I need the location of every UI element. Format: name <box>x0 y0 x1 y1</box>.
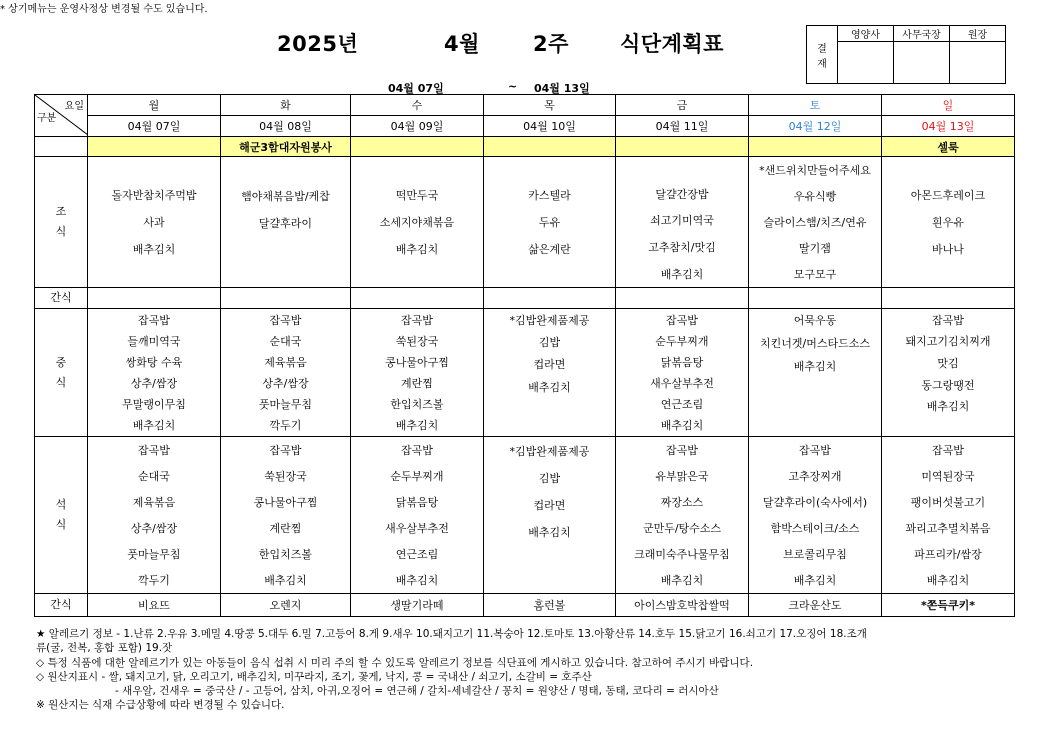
menu-item: 쑥된장국 <box>395 334 439 348</box>
menu-item <box>484 268 615 281</box>
lunch-tue <box>221 309 351 437</box>
menu-item: 유부맑은국 <box>655 470 709 483</box>
menu-item: 순대국 <box>138 470 170 483</box>
dinner-tue <box>221 437 351 594</box>
dinner-thu <box>484 437 616 594</box>
menu-item: 달걀후라이 <box>258 217 313 231</box>
notice-text: * 상기메뉴는 운영사정상 변경될 수도 있습니다. <box>0 4 208 15</box>
approval-sign-manager[interactable] <box>894 42 950 84</box>
menu-item: 팽이버섯불고기 <box>910 496 986 509</box>
lunch-wed <box>351 309 484 437</box>
menu-item: 짜장소스 <box>660 496 704 509</box>
menu-item: 배추김치 <box>528 525 571 539</box>
approval-box <box>806 25 1006 84</box>
menu-item: 미역된장국 <box>921 470 975 483</box>
menu-item: 순두부찌개 <box>390 470 444 483</box>
menu-item: 컵라면 <box>533 358 566 372</box>
dinner-sat <box>749 437 882 594</box>
title-month: 4월 <box>444 32 480 56</box>
snack2-fri: 아이스밤호박찹쌀떡 <box>616 594 749 617</box>
menu-item: 잡곡밥 <box>666 444 698 457</box>
menu-item: 함박스테이크/소스 <box>770 522 860 535</box>
snack1-thu <box>484 288 616 309</box>
day-tue: 화 <box>221 95 351 116</box>
date-thu: 04월 10일 <box>484 116 616 137</box>
menu-item: 잡곡밥 <box>401 313 433 327</box>
allergy-info-line1: ★ 알레르기 정보 - 1.난류 2.우유 3.메밀 4.땅콩 5.대두 6.밀 7.고등어 8.게 9.새우 10.돼지고기 11.복숭아 12.토마토 13.아황산류 14.호두 15.닭고기 16.쇠고기 17.오징어 18.조개 <box>36 628 867 640</box>
approval-role-manager: 사무국장 <box>894 26 950 42</box>
menu-item: 연근조림 <box>395 548 439 561</box>
menu-item: 동그랑땡전 <box>921 378 975 392</box>
snack2-row <box>35 594 1015 617</box>
lunch-label: 중 식 <box>35 309 88 437</box>
date-mon: 04월 07일 <box>88 116 221 137</box>
menu-item: 어묵우동 <box>793 314 837 328</box>
menu-item: 깍두기 <box>138 574 170 587</box>
event-sat <box>749 137 882 157</box>
menu-item: 크래미숙주나물무침 <box>634 548 730 561</box>
date-wed: 04월 09일 <box>351 116 484 137</box>
allergy-notice: ◇ 특정 식품에 대한 알레르기가 있는 아동들이 음식 섭취 시 미리 주의 할 수 있도록 알레르기 정보를 식단표에 게시하고 있습니다. 참고하여 주시기 바랍니다. <box>36 657 754 669</box>
menu-table <box>34 94 1015 617</box>
menu-item: 잡곡밥 <box>799 444 831 457</box>
event-label <box>35 137 88 157</box>
page-title: 식단계획표 <box>620 32 724 56</box>
menu-item: 컵라면 <box>533 498 566 512</box>
menu-item: 상추/쌈장 <box>130 377 178 391</box>
menu-item: 김밥 <box>538 336 561 350</box>
menu-item: 배추김치 <box>660 574 704 587</box>
snack2-sun: *쫀득쿠키* <box>882 594 1015 617</box>
snack1-label: 간식 <box>35 288 88 309</box>
dinner-label: 석 식 <box>35 437 88 594</box>
origin-info-line2: - 새우알, 건새우 = 중국산 / - 고등어, 삼치, 아귀,오징어 = 연근해 / 갈치-세네갈산 / 꽁치 = 원양산 / 명태, 동태, 코다리 = 러시아산 <box>115 685 719 697</box>
title-year: 2025년 <box>277 32 359 56</box>
corner-cell <box>35 95 88 137</box>
menu-item <box>882 268 1014 281</box>
menu-item: 닭볶음탕 <box>395 496 439 509</box>
day-thu: 목 <box>484 95 616 116</box>
menu-item: 떡만두국 <box>395 188 439 202</box>
origin-change-notice: ※ 원산지는 식재 수급상황에 따라 변경될 수 있습니다. <box>36 699 285 711</box>
menu-item: 김밥 <box>538 471 561 485</box>
breakfast-wed <box>351 157 484 288</box>
menu-item <box>221 268 350 281</box>
menu-item: 들깨미역국 <box>127 334 181 348</box>
dinner-sun <box>882 437 1015 594</box>
dinner-fri <box>616 437 749 594</box>
event-tue: 해군3함대자원봉사 <box>221 137 351 157</box>
menu-item: 풋마늘무침 <box>258 398 313 412</box>
day-mon: 월 <box>88 95 221 116</box>
approval-sign-dietitian[interactable] <box>838 42 894 84</box>
day-wed: 수 <box>351 95 484 116</box>
menu-item: 잡곡밥 <box>138 444 170 457</box>
snack1-sun <box>882 288 1015 309</box>
menu-item: 햄야채볶음밥/케찹 <box>241 189 330 203</box>
origin-info-line1: ◇ 원산지표시 - 쌀, 돼지고기, 닭, 오리고기, 배추김치, 미꾸라지, 조기, 꽃게, 낙지, 콩 = 국내산 / 쇠고기, 소갈비 = 호주산 <box>36 671 592 683</box>
menu-item <box>484 163 615 176</box>
menu-item: 배추김치 <box>132 419 176 433</box>
approval-role-dietitian: 영양사 <box>838 26 894 42</box>
menu-item: 한입치즈볼 <box>258 548 313 561</box>
breakfast-row <box>35 157 1015 288</box>
menu-item: 제육볶음 <box>264 355 307 369</box>
snack2-wed: 생딸기라떼 <box>351 594 484 617</box>
breakfast-label: 조 식 <box>35 157 88 288</box>
menu-item: 잡곡밥 <box>932 444 964 457</box>
event-sun: 셀룩 <box>882 137 1015 157</box>
breakfast-fri <box>616 157 749 288</box>
menu-item: 쑥된장국 <box>264 470 307 483</box>
date-tue: 04월 08일 <box>221 116 351 137</box>
menu-item: 흰우유 <box>932 215 964 229</box>
menu-item: 한입치즈볼 <box>390 398 444 412</box>
menu-item: 무말랭이무침 <box>122 398 186 412</box>
snack2-tue: 오렌지 <box>221 594 351 617</box>
menu-item: 브로콜리무침 <box>783 548 847 561</box>
menu-item: 배추김치 <box>395 574 439 587</box>
lunch-fri <box>616 309 749 437</box>
menu-item: 모구모구 <box>793 268 837 281</box>
dinner-wed <box>351 437 484 594</box>
day-fri: 금 <box>616 95 749 116</box>
menu-item: 달걀간장밥 <box>655 187 709 201</box>
event-mon <box>88 137 221 157</box>
menu-item <box>88 163 220 176</box>
menu-item: 배추김치 <box>395 243 439 257</box>
menu-item: 맛김 <box>937 357 959 371</box>
breakfast-mon <box>88 157 221 288</box>
lunch-sun <box>882 309 1015 437</box>
menu-item: 잡곡밥 <box>932 313 964 327</box>
title-week: 2주 <box>533 32 569 56</box>
menu-item: 고추장찌개 <box>788 470 842 483</box>
menu-item: 꽈리고추멸치볶음 <box>905 522 991 535</box>
menu-item: 우유식빵 <box>793 190 837 203</box>
corner-day-label: 요일 <box>64 101 84 112</box>
menu-item <box>88 268 220 281</box>
menu-item: 순두부찌개 <box>655 334 709 348</box>
lunch-mon <box>88 309 221 437</box>
approval-label: 결 재 <box>807 26 838 84</box>
menu-item: 배추김치 <box>264 574 307 587</box>
menu-item: 달걀후라이(숙사에서) <box>762 496 868 509</box>
menu-item: 돼지고기김치찌개 <box>905 335 991 349</box>
menu-item: 딸기잼 <box>799 242 831 255</box>
menu-item <box>749 380 881 393</box>
date-sun: 04월 13일 <box>882 116 1015 137</box>
menu-item: 잡곡밥 <box>401 444 433 457</box>
snack1-mon <box>88 288 221 309</box>
snack1-sat <box>749 288 882 309</box>
menu-item: 배추김치 <box>926 574 970 587</box>
snack1-tue <box>221 288 351 309</box>
menu-item: 새우살부추전 <box>650 377 714 391</box>
menu-item <box>616 162 748 175</box>
menu-item: 상추/쌈장 <box>262 377 309 391</box>
menu-item: 배추김치 <box>926 400 970 414</box>
menu-item: 배추김치 <box>660 267 704 281</box>
menu-item: *김밥완제품제공 <box>509 444 590 458</box>
menu-item: 슬라이스햄/치즈/연유 <box>763 216 867 229</box>
lunch-thu <box>484 309 616 437</box>
menu-item <box>351 163 483 176</box>
menu-item <box>749 420 881 433</box>
breakfast-sat <box>749 157 882 288</box>
date-from: 04월 07일 <box>388 82 444 95</box>
menu-item: 쌍화탕 수육 <box>125 355 183 369</box>
menu-item: *샌드위치만들어주세요 <box>759 164 871 177</box>
menu-item: 새우살부추전 <box>385 522 449 535</box>
menu-item: 카스텔라 <box>528 188 571 202</box>
menu-item: 잡곡밥 <box>138 313 170 327</box>
menu-item: 바나나 <box>932 243 964 257</box>
snack1-row <box>35 288 1015 309</box>
menu-item <box>882 420 1014 433</box>
dinner-row <box>35 437 1015 594</box>
menu-item: 계란찜 <box>269 522 302 535</box>
menu-item: 계란찜 <box>401 377 433 391</box>
lunch-sat <box>749 309 882 437</box>
menu-item: 배추김치 <box>132 243 176 257</box>
menu-item <box>221 243 350 256</box>
menu-item: 고추참치/맛김 <box>648 241 716 255</box>
breakfast-sun <box>882 157 1015 288</box>
menu-item: 배추김치 <box>793 359 837 373</box>
menu-item: 삶은계란 <box>528 243 571 257</box>
menu-item: 아몬드후레이크 <box>910 188 986 202</box>
day-sat: 토 <box>749 95 882 116</box>
menu-item: 콩나물아구찜 <box>385 355 449 369</box>
date-sat: 04월 12일 <box>749 116 882 137</box>
menu-item: 쇠고기미역국 <box>650 214 714 228</box>
snack2-label: 간식 <box>35 594 88 617</box>
event-fri <box>616 137 749 157</box>
breakfast-tue <box>221 157 351 288</box>
menu-item: 두유 <box>538 215 561 229</box>
menu-item <box>221 163 350 176</box>
menu-item: 배추김치 <box>528 380 571 394</box>
menu-item: 배추김치 <box>660 419 704 433</box>
menu-item: 닭볶음탕 <box>660 355 704 369</box>
date-fri: 04월 11일 <box>616 116 749 137</box>
snack1-fri <box>616 288 749 309</box>
menu-item: 연근조림 <box>660 398 704 412</box>
approval-sign-director[interactable] <box>950 42 1006 84</box>
menu-item <box>484 401 615 414</box>
event-thu <box>484 137 616 157</box>
menu-item: 돌자반참치주먹밥 <box>111 188 197 202</box>
menu-item <box>484 575 615 588</box>
menu-item: 군만두/탕수소스 <box>642 522 722 535</box>
lunch-row <box>35 309 1015 437</box>
day-sun: 일 <box>882 95 1015 116</box>
allergy-info-line2: 류(굴, 전복, 홍합 포함) 19.잣 <box>36 642 173 654</box>
snack2-sat: 크라운산도 <box>749 594 882 617</box>
menu-item <box>882 163 1014 176</box>
snack2-thu: 홈런볼 <box>484 594 616 617</box>
menu-item: 깍두기 <box>269 419 302 433</box>
menu-item: 콩나물아구찜 <box>253 496 318 509</box>
event-wed <box>351 137 484 157</box>
dinner-mon <box>88 437 221 594</box>
date-to: 04월 13일 <box>534 82 590 95</box>
menu-item: *김밥완제품제공 <box>509 314 590 328</box>
corner-cat-label: 구분 <box>37 113 57 124</box>
menu-item <box>749 400 881 413</box>
breakfast-thu <box>484 157 616 288</box>
menu-item: 제육볶음 <box>132 496 176 509</box>
date-tilde: ~ <box>508 80 518 93</box>
menu-item: 배추김치 <box>793 574 837 587</box>
approval-role-director: 원장 <box>950 26 1006 42</box>
menu-item: 상추/쌈장 <box>130 522 178 535</box>
menu-item: 순대국 <box>269 334 302 348</box>
snack1-wed <box>351 288 484 309</box>
menu-item <box>484 420 615 433</box>
menu-item <box>484 551 615 564</box>
menu-item: 잡곡밥 <box>269 313 302 327</box>
menu-item: 치킨너겟/머스타드소스 <box>760 336 870 350</box>
menu-item: 사과 <box>143 215 165 229</box>
menu-item: 배추김치 <box>395 419 439 433</box>
menu-item <box>351 268 483 281</box>
menu-item: 파프리카/쌈장 <box>914 548 982 561</box>
menu-item: 잡곡밥 <box>666 313 698 327</box>
menu-item: 소세지야채볶음 <box>379 215 455 229</box>
menu-item: 풋마늘무침 <box>127 548 181 561</box>
snack2-mon: 비요뜨 <box>88 594 221 617</box>
menu-item: 잡곡밥 <box>269 444 302 457</box>
